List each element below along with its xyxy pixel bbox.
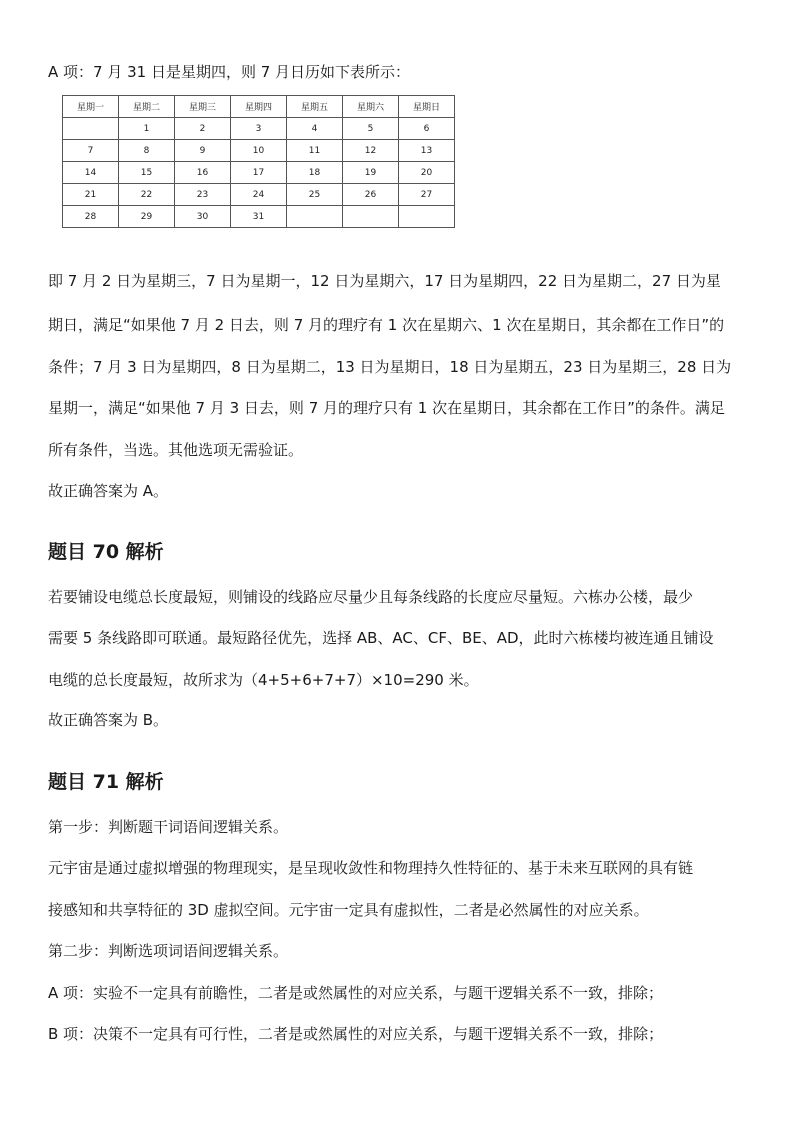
calendar-day-cell: 5 bbox=[343, 118, 399, 140]
calendar-week-row bbox=[63, 162, 455, 184]
analysis-line: 接感知和共享特征的 3D 虚拟空间。元宇宙一定具有虚拟性，二者是必然属性的对应关系。 bbox=[48, 901, 649, 919]
calendar-header-cell: 星期四 bbox=[231, 96, 287, 118]
intro-text: A 项：7 月 31 日是星期四，则 7 月日历如下表所示： bbox=[48, 63, 411, 81]
calendar-day-cell: 6 bbox=[399, 118, 455, 140]
analysis-line: 需要 5 条线路即可联通。最短路径优先，选择 AB、AC、CF、BE、AD，此时六栋楼均被连通且铺设 bbox=[48, 629, 714, 647]
calendar-day-cell: 7 bbox=[63, 140, 119, 162]
analysis-line: 所有条件，当选。其他选项无需验证。 bbox=[48, 441, 304, 459]
calendar-day-cell: 30 bbox=[175, 206, 231, 228]
calendar-day-cell: 24 bbox=[231, 184, 287, 206]
analysis-line: 第二步：判断选项词语间逻辑关系。 bbox=[48, 942, 289, 960]
calendar-day-cell bbox=[343, 206, 399, 228]
calendar-day-cell: 23 bbox=[175, 184, 231, 206]
calendar-day-cell: 15 bbox=[119, 162, 175, 184]
calendar-week-row bbox=[63, 184, 455, 206]
analysis-line: B 项：决策不一定具有可行性，二者是或然属性的对应关系，与题干逻辑关系不一致，排除； bbox=[48, 1025, 664, 1043]
calendar-header-row bbox=[63, 96, 455, 118]
calendar-day-cell: 31 bbox=[231, 206, 287, 228]
analysis-line: 若要铺设电缆总长度最短，则铺设的线路应尽量少且每条线路的长度应尽量短。六栋办公楼，最少 bbox=[48, 588, 694, 606]
calendar-header-cell: 星期五 bbox=[287, 96, 343, 118]
calendar-day-cell: 1 bbox=[119, 118, 175, 140]
answer-line: 故正确答案为 B。 bbox=[48, 711, 169, 729]
calendar-day-cell: 27 bbox=[399, 184, 455, 206]
analysis-line: A 项：实验不一定具有前瞻性，二者是或然属性的对应关系，与题干逻辑关系不一致，排除； bbox=[48, 984, 664, 1002]
section-title-q71: 题目 71 解析 bbox=[48, 771, 164, 793]
calendar-header-cell: 星期三 bbox=[175, 96, 231, 118]
july-calendar-table bbox=[62, 95, 455, 228]
calendar-day-cell: 22 bbox=[119, 184, 175, 206]
calendar-day-cell: 25 bbox=[287, 184, 343, 206]
analysis-line: 即 7 月 2 日为星期三，7 日为星期一，12 日为星期六，17 日为星期四，22 日为星期二，27 日为星 bbox=[48, 272, 721, 290]
calendar-day-cell bbox=[287, 206, 343, 228]
calendar-header-cell: 星期日 bbox=[399, 96, 455, 118]
analysis-line: 电缆的总长度最短，故所求为（4+5+6+7+7）×10=290 米。 bbox=[48, 671, 479, 689]
calendar-header-cell: 星期二 bbox=[119, 96, 175, 118]
calendar-day-cell: 20 bbox=[399, 162, 455, 184]
calendar-day-cell: 2 bbox=[175, 118, 231, 140]
calendar-day-cell: 29 bbox=[119, 206, 175, 228]
calendar-day-cell: 13 bbox=[399, 140, 455, 162]
analysis-line: 条件；7 月 3 日为星期四，8 日为星期二，13 日为星期日，18 日为星期五，23 日为星期三，28 日为 bbox=[48, 358, 732, 376]
calendar-day-cell: 26 bbox=[343, 184, 399, 206]
calendar-day-cell: 28 bbox=[63, 206, 119, 228]
calendar-day-cell: 21 bbox=[63, 184, 119, 206]
calendar-day-cell: 3 bbox=[231, 118, 287, 140]
analysis-line: 元宇宙是通过虚拟增强的物理现实，是呈现收敛性和物理持久性特征的、基于未来互联网的具有链 bbox=[48, 859, 694, 877]
calendar-day-cell: 12 bbox=[343, 140, 399, 162]
calendar-day-cell: 11 bbox=[287, 140, 343, 162]
calendar-week-row bbox=[63, 206, 455, 228]
calendar-day-cell bbox=[399, 206, 455, 228]
calendar-day-cell: 9 bbox=[175, 140, 231, 162]
analysis-line: 期日，满足“如果他 7 月 2 日去，则 7 月的理疗有 1 次在星期六、1 次在星期日，其余都在工作日”的 bbox=[48, 316, 725, 334]
calendar-day-cell: 17 bbox=[231, 162, 287, 184]
calendar-header-cell: 星期一 bbox=[63, 96, 119, 118]
calendar-day-cell: 4 bbox=[287, 118, 343, 140]
calendar-header-cell: 星期六 bbox=[343, 96, 399, 118]
calendar-day-cell: 18 bbox=[287, 162, 343, 184]
calendar-day-cell bbox=[63, 118, 119, 140]
calendar-day-cell: 19 bbox=[343, 162, 399, 184]
calendar-day-cell: 8 bbox=[119, 140, 175, 162]
calendar-week-row bbox=[63, 118, 455, 140]
analysis-line: 星期一，满足“如果他 7 月 3 日去，则 7 月的理疗只有 1 次在星期日，其余都在工作日”的条件。满足 bbox=[48, 399, 725, 417]
calendar-day-cell: 10 bbox=[231, 140, 287, 162]
calendar-week-row bbox=[63, 140, 455, 162]
calendar-day-cell: 16 bbox=[175, 162, 231, 184]
analysis-line: 第一步：判断题干词语间逻辑关系。 bbox=[48, 818, 289, 836]
answer-line: 故正确答案为 A。 bbox=[48, 482, 169, 500]
section-title-q70: 题目 70 解析 bbox=[48, 541, 164, 563]
calendar-day-cell: 14 bbox=[63, 162, 119, 184]
